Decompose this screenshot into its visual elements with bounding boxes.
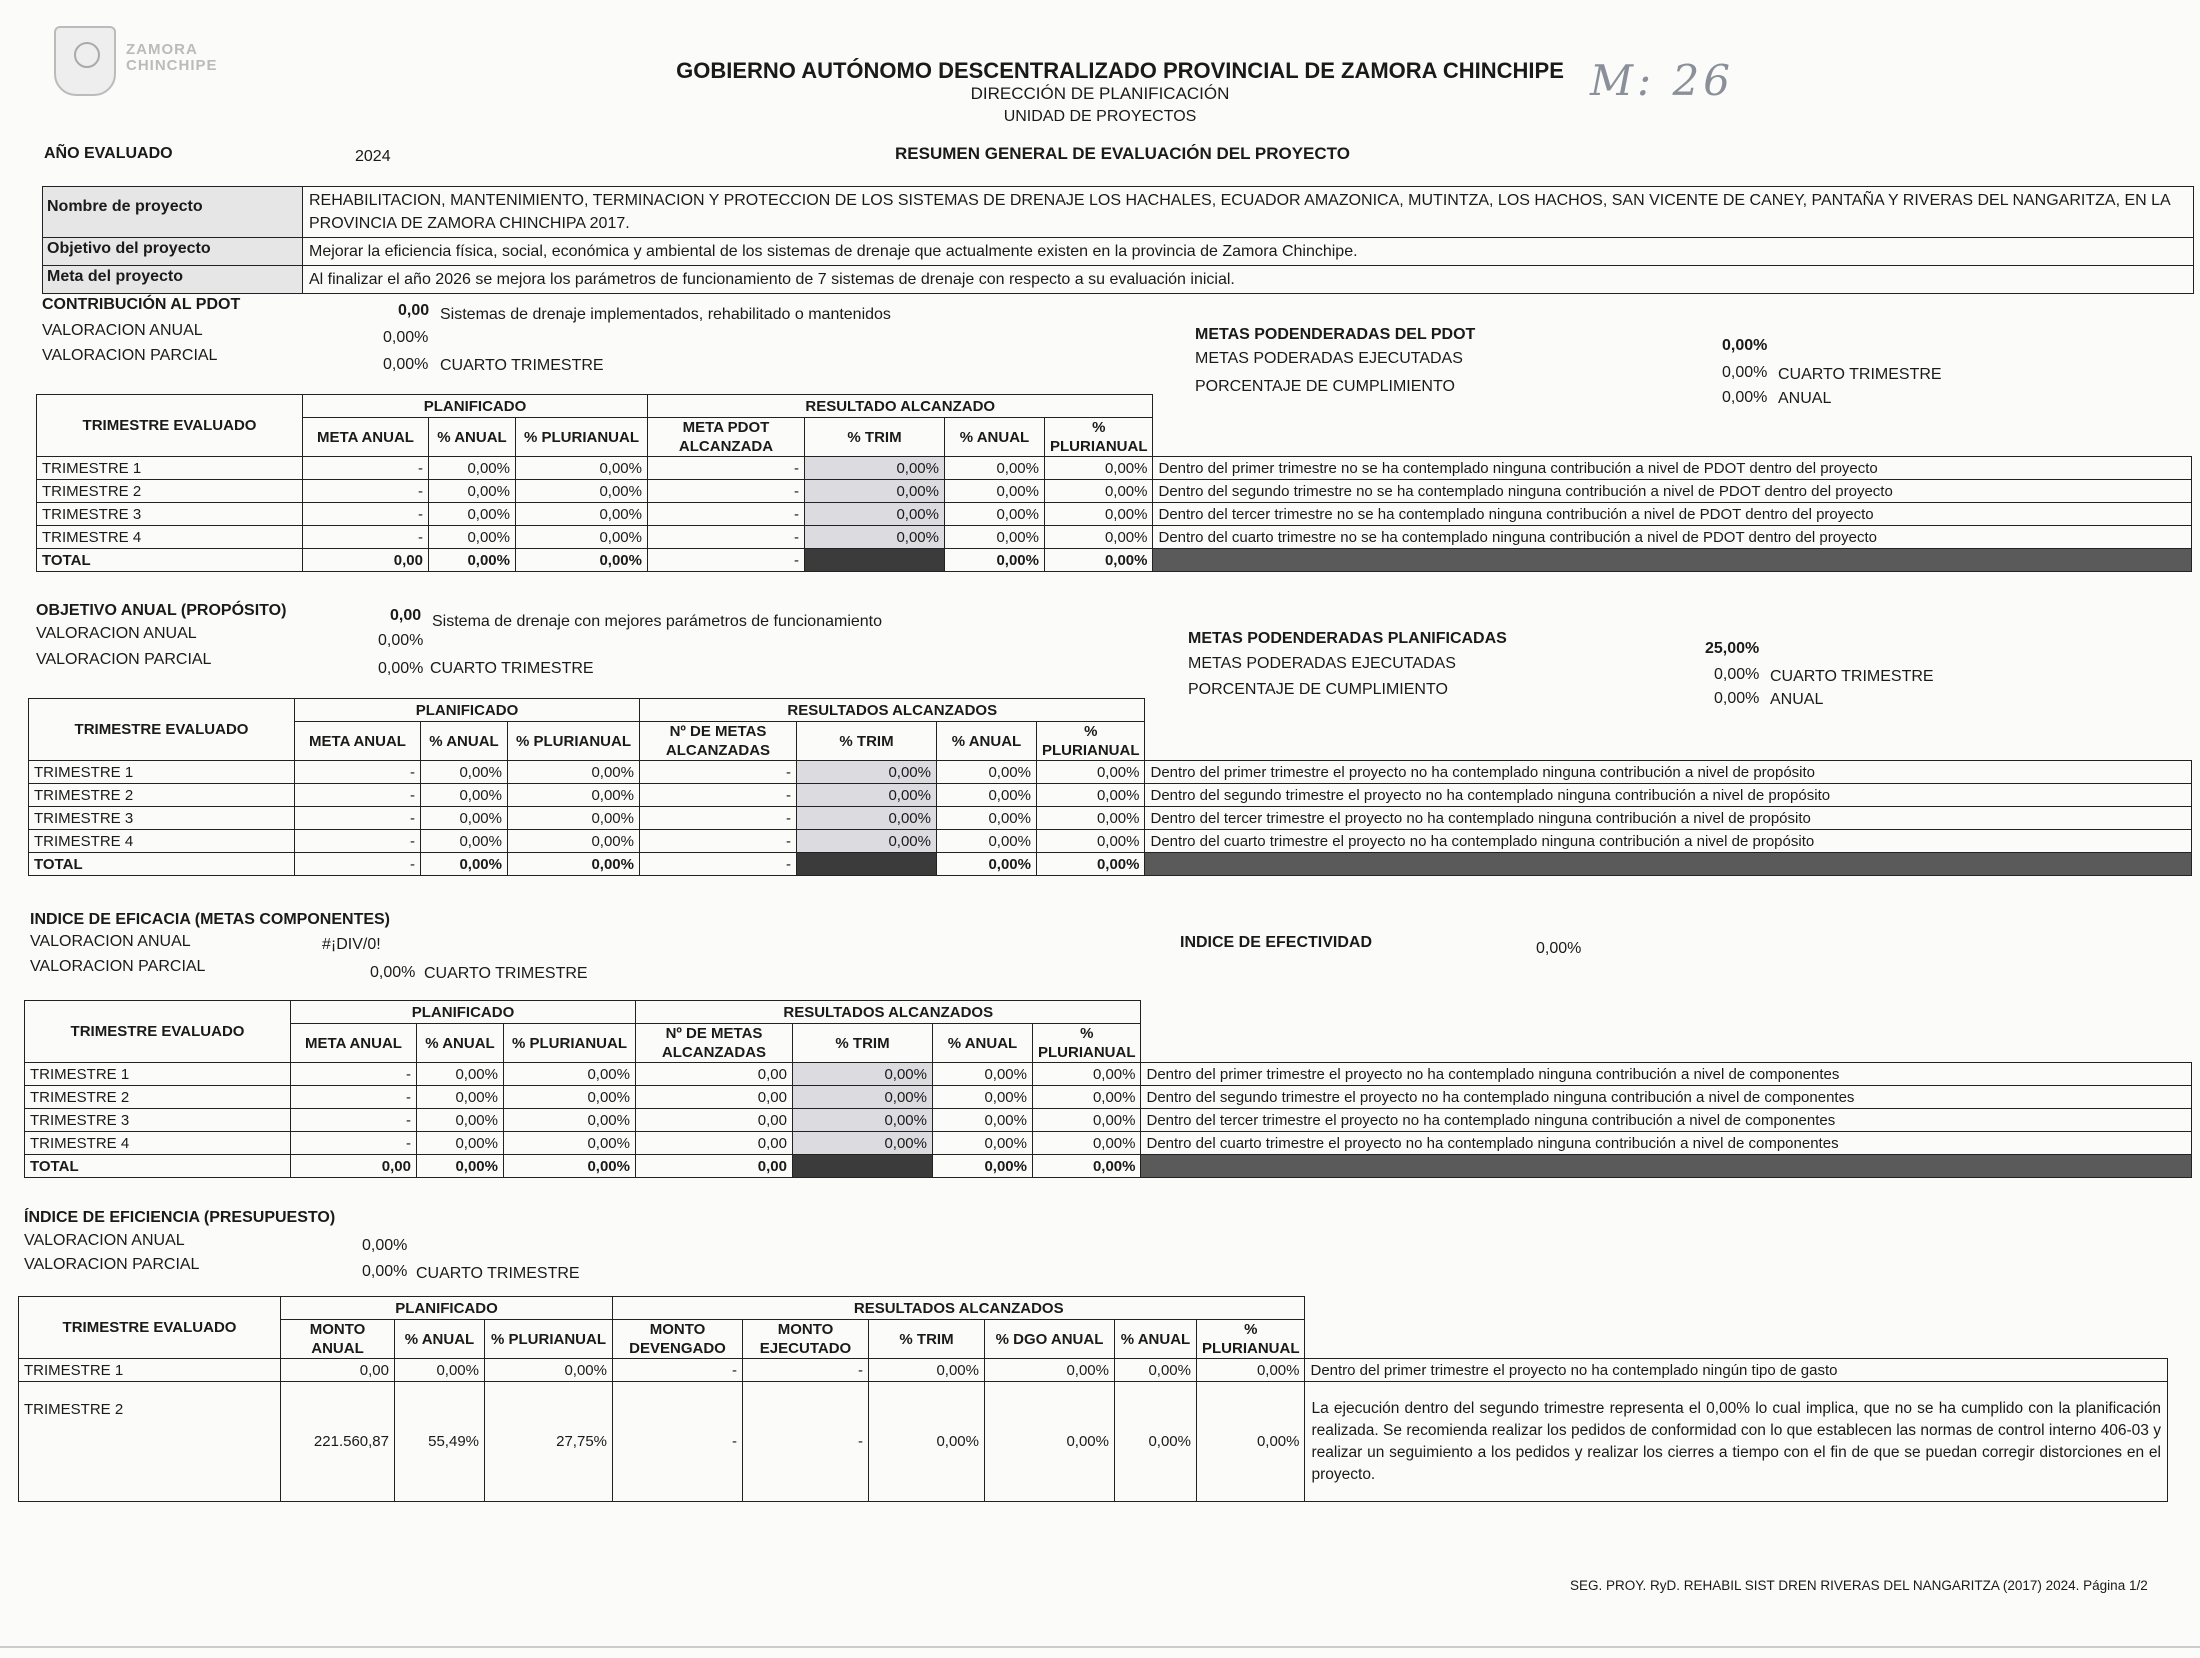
eficiencia-anual-label: VALORACION ANUAL <box>24 1232 185 1249</box>
eficacia-table <box>24 1000 2192 1178</box>
proposito-total-label: TOTAL <box>29 853 295 876</box>
pdot-t2-plur: 0,00% <box>516 480 648 503</box>
pdot-t2-r-plur: 0,00% <box>1045 480 1153 503</box>
eficacia-t1-r-anual: 0,00% <box>933 1063 1033 1086</box>
eficacia-t3-anual: 0,00% <box>417 1109 504 1132</box>
pdot-ponderadas-label: METAS PODENDERADAS DEL PDOT <box>1195 326 1476 343</box>
page-footer: SEG. PROY. RyD. REHABIL SIST DREN RIVERAS DEL NANGARITZA (2017) 2024. Página 1/2 <box>1570 1578 2148 1593</box>
pdot-th-planificado: PLANIFICADO <box>303 395 648 418</box>
proposito-t3-plur: 0,00% <box>508 807 640 830</box>
eficiencia-t1-dgo: 0,00% <box>985 1359 1115 1382</box>
pdot-cumplimiento-period: ANUAL <box>1778 390 1832 407</box>
proposito-th-r-anual: % ANUAL <box>937 722 1037 761</box>
eficiencia-t2-r-anual: 0,00% <box>1115 1382 1197 1502</box>
proposito-row-total <box>29 853 2192 876</box>
pdot-t2-r-anual: 0,00% <box>945 480 1045 503</box>
pdot-total-meta: 0,00 <box>303 549 429 572</box>
project-objective-label: Objetivo del proyecto <box>43 238 303 265</box>
eficiencia-t1-eje: - <box>743 1359 869 1382</box>
pdot-t1-alc: - <box>648 457 805 480</box>
pdot-t1-r-plur: 0,00% <box>1045 457 1153 480</box>
eficacia-t3-r-anual: 0,00% <box>933 1109 1033 1132</box>
eficiencia-t2-trim: 0,00% <box>869 1382 985 1502</box>
eficiencia-th-pct-anual: % ANUAL <box>395 1320 485 1359</box>
proposito-row-t2 <box>29 784 2192 807</box>
proposito-row-t3 <box>29 807 2192 830</box>
org-title: GOBIERNO AUTÓNOMO DESCENTRALIZADO PROVINCIAL DE ZAMORA CHINCHIPE <box>676 58 1564 83</box>
eficiencia-t2-obs: La ejecución dentro del segundo trimestre representa el 0,00% lo cual implica, que no se ha cumplido con la planificación realizada. Se recomienda realizar los pedidos de conformidad con lo que establecen las normas de control interno 406-03 y realizar un seguimiento a los pedidos y realizar los cierres a tiempo con el fin de que se puedan corregir distorciones en el proyecto. <box>1305 1382 2168 1502</box>
eficacia-total-meta: 0,00 <box>291 1155 417 1178</box>
eficacia-th-planificado: PLANIFICADO <box>291 1001 636 1024</box>
pdot-row-t2 <box>37 480 2192 503</box>
proposito-t4-obs: Dentro del cuarto trimestre el proyecto no ha contemplado ninguna contribución a nivel de propósito <box>1145 830 2192 853</box>
pdot-parcial-value: 0,00% <box>383 356 429 373</box>
pdot-t1-meta: - <box>303 457 429 480</box>
proposito-t4-trim: 0,00% <box>797 830 937 853</box>
eficacia-total-alc: 0,00 <box>636 1155 793 1178</box>
eficacia-t2-anual: 0,00% <box>417 1086 504 1109</box>
proposito-t2-r-plur: 0,00% <box>1037 784 1145 807</box>
proposito-heading: OBJETIVO ANUAL (PROPÓSITO) <box>36 602 287 619</box>
pdot-ejecutadas-label: METAS PODERADAS EJECUTADAS <box>1195 350 1463 367</box>
eficacia-parcial-label: VALORACION PARCIAL <box>30 958 206 975</box>
eficiencia-t1-anual: 0,00% <box>395 1359 485 1382</box>
pdot-t4-r-plur: 0,00% <box>1045 526 1153 549</box>
eficacia-t4-plur: 0,00% <box>504 1132 636 1155</box>
pdot-th-meta-anual: META ANUAL <box>303 418 429 457</box>
proposito-t3-trim: 0,00% <box>797 807 937 830</box>
project-name-label: Nombre de proyecto <box>43 187 303 237</box>
pdot-cumplimiento-label: PORCENTAJE DE CUMPLIMIENTO <box>1195 378 1455 395</box>
eficacia-t3-obs: Dentro del tercer trimestre el proyecto no ha contemplado ninguna contribución a nivel de componentes <box>1141 1109 2192 1132</box>
proposito-ejecutadas-value: 0,00% <box>1714 666 1760 683</box>
eficiencia-t2-r-plur: 0,00% <box>1197 1382 1305 1502</box>
pdot-t4-anual: 0,00% <box>429 526 516 549</box>
pdot-t4-trim: 0,00% <box>805 526 945 549</box>
eficacia-th-pct-plurianual: % PLURIANUAL <box>504 1024 636 1063</box>
unit-title: UNIDAD DE PROYECTOS <box>1003 108 1197 125</box>
eficacia-t3-label: TRIMESTRE 3 <box>25 1109 291 1132</box>
proposito-t4-label: TRIMESTRE 4 <box>29 830 295 853</box>
eficacia-t2-r-anual: 0,00% <box>933 1086 1033 1109</box>
proposito-t3-r-anual: 0,00% <box>937 807 1037 830</box>
proposito-cumplimiento-label: PORCENTAJE DE CUMPLIMIENTO <box>1188 681 1448 698</box>
eficiencia-t2-eje: - <box>743 1382 869 1502</box>
proposito-t2-anual: 0,00% <box>421 784 508 807</box>
proposito-t4-r-anual: 0,00% <box>937 830 1037 853</box>
proposito-ejecutadas-label: METAS PODERADAS EJECUTADAS <box>1188 655 1456 672</box>
proposito-row-t4 <box>29 830 2192 853</box>
pdot-th-meta-pdot: META PDOT ALCANZADA <box>648 418 805 457</box>
eficiencia-t1-plur: 0,00% <box>485 1359 613 1382</box>
proposito-t2-plur: 0,00% <box>508 784 640 807</box>
eficacia-total-r-anual: 0,00% <box>933 1155 1033 1178</box>
pdot-anual-value: 0,00% <box>383 329 429 346</box>
proposito-t1-plur: 0,00% <box>508 761 640 784</box>
proposito-total-plur: 0,00% <box>508 853 640 876</box>
pdot-t1-obs: Dentro del primer trimestre no se ha contemplado ninguna contribución a nivel de PDOT dentro del proyecto <box>1153 457 2192 480</box>
eficiencia-th-monto-anual: MONTO ANUAL <box>281 1320 395 1359</box>
pdot-t3-anual: 0,00% <box>429 503 516 526</box>
pdot-t3-label: TRIMESTRE 3 <box>37 503 303 526</box>
pdot-th-pct-trim: % TRIM <box>805 418 945 457</box>
eficacia-t4-anual: 0,00% <box>417 1132 504 1155</box>
pdot-row-t3 <box>37 503 2192 526</box>
proposito-anual-value: 0,00% <box>378 632 424 649</box>
proposito-t3-meta: - <box>295 807 421 830</box>
eficacia-t3-alc: 0,00 <box>636 1109 793 1132</box>
eficacia-row-t4 <box>25 1132 2192 1155</box>
pdot-total-anual: 0,00% <box>429 549 516 572</box>
proposito-t4-meta: - <box>295 830 421 853</box>
eficacia-t3-meta: - <box>291 1109 417 1132</box>
pdot-heading: CONTRIBUCIÓN AL PDOT <box>42 296 241 313</box>
eficiencia-t1-obs: Dentro del primer trimestre el proyecto no ha contemplado ningún tipo de gasto <box>1305 1359 2168 1382</box>
pdot-cumplimiento-value: 0,00% <box>1722 389 1768 406</box>
eficacia-t3-r-plur: 0,00% <box>1033 1109 1141 1132</box>
proposito-t3-obs: Dentro del tercer trimestre el proyecto no ha contemplado ninguna contribución a nivel de propósito <box>1145 807 2192 830</box>
eficacia-row-t2 <box>25 1086 2192 1109</box>
pdot-t2-obs: Dentro del segundo trimestre no se ha contemplado ninguna contribución a nivel de PDOT dentro del proyecto <box>1153 480 2192 503</box>
proposito-t2-r-anual: 0,00% <box>937 784 1037 807</box>
pdot-parcial-period: CUARTO TRIMESTRE <box>440 357 604 374</box>
eficiencia-t2-dev: - <box>613 1382 743 1502</box>
eficacia-t2-label: TRIMESTRE 2 <box>25 1086 291 1109</box>
eficiencia-parcial-label: VALORACION PARCIAL <box>24 1256 200 1273</box>
eficacia-total-r-plur: 0,00% <box>1033 1155 1141 1178</box>
eficiencia-t2-label: TRIMESTRE 2 <box>19 1382 281 1502</box>
eficacia-row-t3 <box>25 1109 2192 1132</box>
efectividad-label: INDICE DE EFECTIVIDAD <box>1180 934 1373 951</box>
eficiencia-th-r-plurianual: % PLURIANUAL <box>1197 1320 1305 1359</box>
pdot-value: 0,00 <box>398 302 430 319</box>
proposito-th-pct-plurianual: % PLURIANUAL <box>508 722 640 761</box>
pdot-th-pct-anual: % ANUAL <box>429 418 516 457</box>
eficiencia-t1-monto: 0,00 <box>281 1359 395 1382</box>
project-info-box <box>42 186 2194 294</box>
eficiencia-th-pct-trim: % TRIM <box>869 1320 985 1359</box>
pdot-t4-plur: 0,00% <box>516 526 648 549</box>
eficiencia-th-trimestre: TRIMESTRE EVALUADO <box>19 1297 281 1359</box>
eficiencia-th-monto-ejecutado: MONTO EJECUTADO <box>743 1320 869 1359</box>
pdot-t2-trim: 0,00% <box>805 480 945 503</box>
eficacia-t4-r-anual: 0,00% <box>933 1132 1033 1155</box>
eficacia-t2-obs: Dentro del segundo trimestre el proyecto no ha contemplado ninguna contribución a nivel de componentes <box>1141 1086 2192 1109</box>
proposito-t1-obs: Dentro del primer trimestre el proyecto no ha contemplado ninguna contribución a nivel de propósito <box>1145 761 2192 784</box>
project-name: REHABILITACION, MANTENIMIENTO, TERMINACION Y PROTECCION DE LOS SISTEMAS DE DRENAJE LOS HACHALES, ECUADOR AMAZONICA, MUTINTZA, LOS HACHOS, SAN VICENTE DE CANEY, PANTAÑA Y RIVERAS DEL NANGARITZA, EN LA PROVINCIA DE ZAMORA CHINCHIPA 2017. <box>309 192 2170 232</box>
proposito-parcial-period: CUARTO TRIMESTRE <box>430 660 594 677</box>
proposito-th-trimestre: TRIMESTRE EVALUADO <box>29 699 295 761</box>
proposito-th-resultados: RESULTADOS ALCANZADOS <box>640 699 1145 722</box>
eficiencia-th-resultados: RESULTADOS ALCANZADOS <box>613 1297 1305 1320</box>
proposito-t1-meta: - <box>295 761 421 784</box>
pdot-th-pct-plurianual: % PLURIANUAL <box>516 418 648 457</box>
pdot-row-total <box>37 549 2192 572</box>
proposito-ejecutadas-period: CUARTO TRIMESTRE <box>1770 668 1934 685</box>
pdot-parcial-label: VALORACION PARCIAL <box>42 347 218 364</box>
eficiencia-row-t2 <box>19 1382 2168 1502</box>
efectividad-value: 0,00% <box>1536 940 1582 957</box>
proposito-th-planificado: PLANIFICADO <box>295 699 640 722</box>
eficiencia-t1-dev: - <box>613 1359 743 1382</box>
proposito-t2-meta: - <box>295 784 421 807</box>
pdot-th-r-plurianual: % PLURIANUAL <box>1045 418 1153 457</box>
report-title: RESUMEN GENERAL DE EVALUACIÓN DEL PROYECTO <box>895 144 1350 163</box>
eficacia-th-r-anual: % ANUAL <box>933 1024 1033 1063</box>
eficacia-heading: INDICE DE EFICACIA (METAS COMPONENTES) <box>30 911 391 928</box>
pdot-ponderadas-value: 0,00% <box>1722 337 1768 354</box>
proposito-cumplimiento-value: 0,00% <box>1714 690 1760 707</box>
pdot-th-trimestre: TRIMESTRE EVALUADO <box>37 395 303 457</box>
eficacia-th-pct-trim: % TRIM <box>793 1024 933 1063</box>
pdot-table <box>36 394 2192 572</box>
proposito-t1-trim: 0,00% <box>797 761 937 784</box>
pdot-t4-alc: - <box>648 526 805 549</box>
eficacia-row-t1 <box>25 1063 2192 1086</box>
scan-edge-divider <box>0 1646 2200 1648</box>
eficacia-t1-alc: 0,00 <box>636 1063 793 1086</box>
project-objective: Mejorar la eficiencia física, social, económica y ambiental de los sistemas de drenaje que actualmente existen en la provincia de Zamora Chinchipe. <box>309 243 1358 260</box>
pdot-total-label: TOTAL <box>37 549 303 572</box>
eficiencia-th-monto-devengado: MONTO DEVENGADO <box>613 1320 743 1359</box>
eficiencia-parcial-value: 0,00% <box>362 1263 408 1280</box>
pdot-t3-trim: 0,00% <box>805 503 945 526</box>
eficacia-t4-obs: Dentro del cuarto trimestre el proyecto no ha contemplado ninguna contribución a nivel de componentes <box>1141 1132 2192 1155</box>
proposito-t3-anual: 0,00% <box>421 807 508 830</box>
eficacia-parcial-value: 0,00% <box>370 964 416 981</box>
proposito-value-desc: Sistema de drenaje con mejores parámetros de funcionamiento <box>432 613 883 630</box>
pdot-t2-meta: - <box>303 480 429 503</box>
eficacia-t1-anual: 0,00% <box>417 1063 504 1086</box>
eficacia-t1-meta: - <box>291 1063 417 1086</box>
eficacia-th-meta-anual: META ANUAL <box>291 1024 417 1063</box>
eficiencia-t1-r-anual: 0,00% <box>1115 1359 1197 1382</box>
proposito-t2-alc: - <box>640 784 797 807</box>
eficacia-t2-plur: 0,00% <box>504 1086 636 1109</box>
eficacia-th-nro-metas: Nº DE METAS ALCANZADAS <box>636 1024 793 1063</box>
proposito-anual-label: VALORACION ANUAL <box>36 625 197 642</box>
proposito-t3-alc: - <box>640 807 797 830</box>
proposito-t1-label: TRIMESTRE 1 <box>29 761 295 784</box>
pdot-th-r-anual: % ANUAL <box>945 418 1045 457</box>
eficiencia-t2-anual: 55,49% <box>395 1382 485 1502</box>
pdot-t1-r-anual: 0,00% <box>945 457 1045 480</box>
proposito-total-alc: - <box>640 853 797 876</box>
pdot-t1-plur: 0,00% <box>516 457 648 480</box>
eficacia-parcial-period: CUARTO TRIMESTRE <box>424 965 588 982</box>
pdot-t3-meta: - <box>303 503 429 526</box>
eficacia-t1-label: TRIMESTRE 1 <box>25 1063 291 1086</box>
eficacia-th-trimestre: TRIMESTRE EVALUADO <box>25 1001 291 1063</box>
proposito-th-meta-anual: META ANUAL <box>295 722 421 761</box>
proposito-value: 0,00 <box>390 607 422 624</box>
proposito-t4-alc: - <box>640 830 797 853</box>
eficiencia-table <box>18 1296 2168 1502</box>
year-value: 2024 <box>355 148 391 165</box>
pdot-total-plur: 0,00% <box>516 549 648 572</box>
pdot-value-desc: Sistemas de drenaje implementados, rehabilitado o mantenidos <box>440 306 891 323</box>
pdot-t1-trim: 0,00% <box>805 457 945 480</box>
eficacia-total-label: TOTAL <box>25 1155 291 1178</box>
eficacia-anual-label: VALORACION ANUAL <box>30 933 191 950</box>
pdot-t2-alc: - <box>648 480 805 503</box>
eficacia-t2-meta: - <box>291 1086 417 1109</box>
eficacia-t3-trim: 0,00% <box>793 1109 933 1132</box>
eficacia-t2-r-plur: 0,00% <box>1033 1086 1141 1109</box>
proposito-table <box>28 698 2192 876</box>
project-name-row <box>43 187 2193 237</box>
proposito-t2-obs: Dentro del segundo trimestre el proyecto no ha contemplado ninguna contribución a nivel de propósito <box>1145 784 2192 807</box>
proposito-th-r-plurianual: % PLURIANUAL <box>1037 722 1145 761</box>
proposito-t1-r-plur: 0,00% <box>1037 761 1145 784</box>
eficacia-total-anual: 0,00% <box>417 1155 504 1178</box>
pdot-total-r-anual: 0,00% <box>945 549 1045 572</box>
eficiencia-heading: ÍNDICE DE EFICIENCIA (PRESUPUESTO) <box>24 1209 336 1226</box>
proposito-th-nro-metas: Nº DE METAS ALCANZADAS <box>640 722 797 761</box>
proposito-ponderadas-value: 25,00% <box>1705 640 1760 657</box>
pdot-row-t4 <box>37 526 2192 549</box>
proposito-th-pct-trim: % TRIM <box>797 722 937 761</box>
eficiencia-t2-dgo: 0,00% <box>985 1382 1115 1502</box>
project-objective-row <box>43 237 2193 265</box>
pdot-t2-label: TRIMESTRE 2 <box>37 480 303 503</box>
eficiencia-anual-value: 0,00% <box>362 1237 408 1254</box>
eficiencia-th-pct-plurianual: % PLURIANUAL <box>485 1320 613 1359</box>
handwritten-note: M: 26 <box>1590 56 1734 105</box>
eficiencia-th-planificado: PLANIFICADO <box>281 1297 613 1320</box>
pdot-t4-label: TRIMESTRE 4 <box>37 526 303 549</box>
proposito-row-t1 <box>29 761 2192 784</box>
pdot-t3-obs: Dentro del tercer trimestre no se ha contemplado ninguna contribución a nivel de PDOT dentro del proyecto <box>1153 503 2192 526</box>
eficacia-th-r-plurianual: % PLURIANUAL <box>1033 1024 1141 1063</box>
proposito-t4-plur: 0,00% <box>508 830 640 853</box>
eficiencia-t2-plur: 27,75% <box>485 1382 613 1502</box>
eficiencia-th-r-anual: % ANUAL <box>1115 1320 1197 1359</box>
eficacia-t3-plur: 0,00% <box>504 1109 636 1132</box>
pdot-total-r-plur: 0,00% <box>1045 549 1153 572</box>
pdot-t3-plur: 0,00% <box>516 503 648 526</box>
pdot-ejecutadas-period: CUARTO TRIMESTRE <box>1778 366 1942 383</box>
dept-title: DIRECCIÓN DE PLANIFICACIÓN <box>970 84 1230 103</box>
proposito-t1-alc: - <box>640 761 797 784</box>
eficacia-anual-value: #¡DIV/0! <box>322 936 381 953</box>
pdot-t3-alc: - <box>648 503 805 526</box>
proposito-total-r-plur: 0,00% <box>1037 853 1145 876</box>
eficacia-t4-alc: 0,00 <box>636 1132 793 1155</box>
pdot-t1-anual: 0,00% <box>429 457 516 480</box>
eficiencia-t1-trim: 0,00% <box>869 1359 985 1382</box>
project-goal: Al finalizar el año 2026 se mejora los parámetros de funcionamiento de 7 sistemas de drenaje con respecto a su evaluación inicial. <box>309 271 1235 288</box>
eficacia-t4-r-plur: 0,00% <box>1033 1132 1141 1155</box>
pdot-t3-r-plur: 0,00% <box>1045 503 1153 526</box>
eficacia-t4-label: TRIMESTRE 4 <box>25 1132 291 1155</box>
eficiencia-t2-monto: 221.560,87 <box>281 1382 395 1502</box>
pdot-ejecutadas-value: 0,00% <box>1722 364 1768 381</box>
eficacia-t1-trim: 0,00% <box>793 1063 933 1086</box>
pdot-t4-meta: - <box>303 526 429 549</box>
proposito-t3-label: TRIMESTRE 3 <box>29 807 295 830</box>
logo-text: ZAMORA CHINCHIPE <box>126 41 218 74</box>
pdot-t1-label: TRIMESTRE 1 <box>37 457 303 480</box>
proposito-t4-r-plur: 0,00% <box>1037 830 1145 853</box>
pdot-row-t1 <box>37 457 2192 480</box>
proposito-t2-label: TRIMESTRE 2 <box>29 784 295 807</box>
eficiencia-row-t1 <box>19 1359 2168 1382</box>
eficacia-t4-meta: - <box>291 1132 417 1155</box>
eficacia-t1-obs: Dentro del primer trimestre el proyecto no ha contemplado ninguna contribución a nivel de componentes <box>1141 1063 2192 1086</box>
project-goal-row <box>43 265 2193 293</box>
eficacia-row-total <box>25 1155 2192 1178</box>
proposito-t4-anual: 0,00% <box>421 830 508 853</box>
pdot-t2-anual: 0,00% <box>429 480 516 503</box>
proposito-t3-r-plur: 0,00% <box>1037 807 1145 830</box>
proposito-total-anual: 0,00% <box>421 853 508 876</box>
eficiencia-th-pct-dgo: % DGO ANUAL <box>985 1320 1115 1359</box>
pdot-anual-label: VALORACION ANUAL <box>42 322 203 339</box>
pdot-t3-r-anual: 0,00% <box>945 503 1045 526</box>
proposito-parcial-value: 0,00% <box>378 660 424 677</box>
eficacia-th-resultados: RESULTADOS ALCANZADOS <box>636 1001 1141 1024</box>
eficacia-t2-alc: 0,00 <box>636 1086 793 1109</box>
project-goal-label: Meta del proyecto <box>43 266 303 293</box>
pdot-t4-r-anual: 0,00% <box>945 526 1045 549</box>
year-label: AÑO EVALUADO <box>44 145 173 162</box>
eficacia-total-plur: 0,00% <box>504 1155 636 1178</box>
eficiencia-parcial-period: CUARTO TRIMESTRE <box>416 1265 580 1282</box>
proposito-ponderadas-label: METAS PODENDERADAS PLANIFICADAS <box>1188 630 1507 647</box>
proposito-th-pct-anual: % ANUAL <box>421 722 508 761</box>
eficacia-th-pct-anual: % ANUAL <box>417 1024 504 1063</box>
eficacia-t1-plur: 0,00% <box>504 1063 636 1086</box>
proposito-t1-anual: 0,00% <box>421 761 508 784</box>
eficiencia-t1-label: TRIMESTRE 1 <box>19 1359 281 1382</box>
eficiencia-t1-r-plur: 0,00% <box>1197 1359 1305 1382</box>
pdot-total-alc: - <box>648 549 805 572</box>
proposito-total-meta: - <box>295 853 421 876</box>
pdot-th-resultado: RESULTADO ALCANZADO <box>648 395 1153 418</box>
eficacia-t2-trim: 0,00% <box>793 1086 933 1109</box>
proposito-t1-r-anual: 0,00% <box>937 761 1037 784</box>
pdot-t4-obs: Dentro del cuarto trimestre no se ha contemplado ninguna contribución a nivel de PDOT dentro del proyecto <box>1153 526 2192 549</box>
proposito-cumplimiento-period: ANUAL <box>1770 691 1824 708</box>
proposito-total-r-anual: 0,00% <box>937 853 1037 876</box>
proposito-parcial-label: VALORACION PARCIAL <box>36 651 212 668</box>
eficacia-t1-r-plur: 0,00% <box>1033 1063 1141 1086</box>
eficacia-t4-trim: 0,00% <box>793 1132 933 1155</box>
proposito-t2-trim: 0,00% <box>797 784 937 807</box>
